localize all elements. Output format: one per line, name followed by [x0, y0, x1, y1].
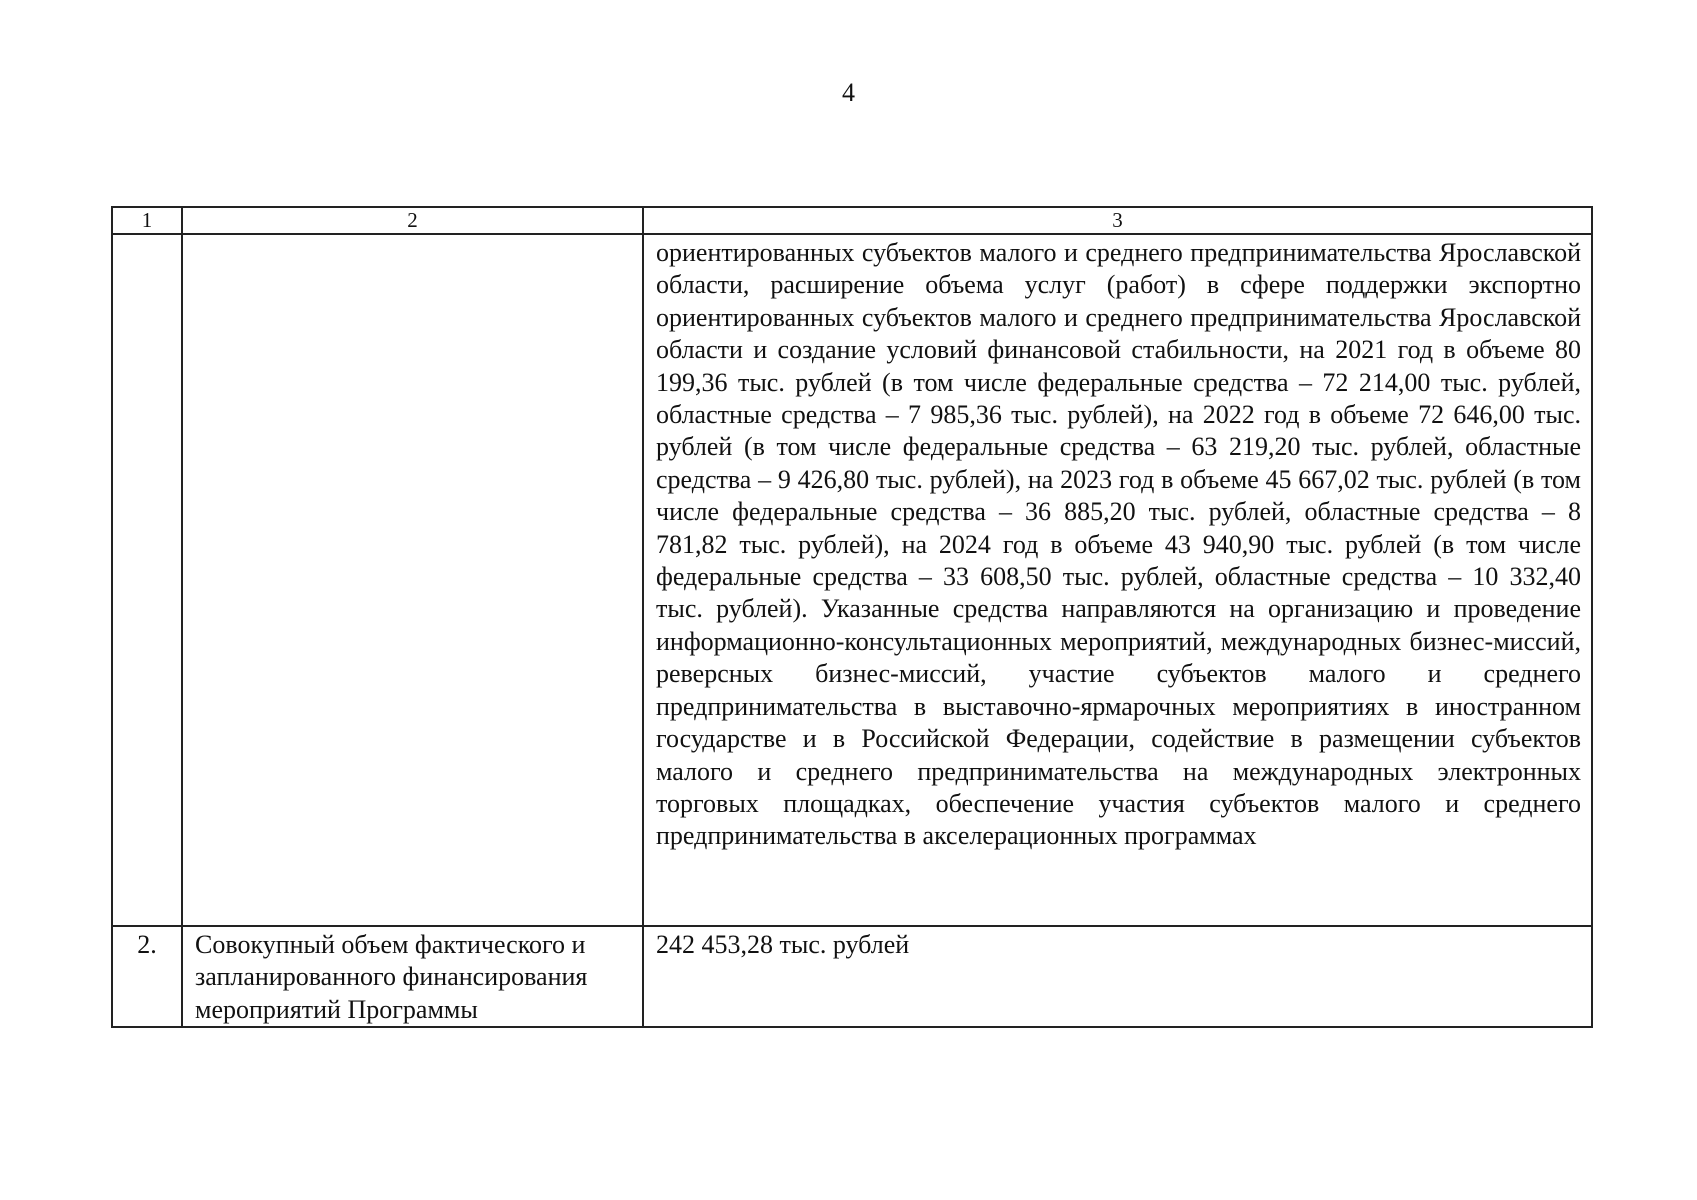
row-name-cell	[182, 234, 643, 926]
row-number-cell	[112, 234, 182, 926]
page-number	[0, 78, 1697, 108]
content-table	[111, 206, 1593, 1028]
table-row	[112, 926, 1592, 1027]
table-row	[112, 234, 1592, 926]
header-cell-1: 1	[112, 207, 182, 234]
row-value-cell: 242 453,28 тыс. рублей	[643, 926, 1592, 1027]
table-header-row	[112, 207, 1592, 234]
row-number-cell: 2.	[112, 926, 182, 1027]
header-cell-2: 2	[182, 207, 643, 234]
header-cell-3: 3	[643, 207, 1592, 234]
row-value-cell: ориентированных субъектов малого и среднего предпринимательства Ярославской области, расширение объема услуг (работ) в сфере поддержки экспортно ориентированных субъектов малого и среднего предпринимательства Ярославской области и создание условий финансовой стабильности, на 2021 год в объеме 80 199,36 тыс. рублей (в том числе федеральные средства – 72 214,00 тыс. рублей, областные средства – 7 985,36 тыс. рублей), на 2022 год в объеме 72 646,00 тыс. рублей (в том числе федеральные средства – 63 219,20 тыс. рублей, областные средства – 9 426,80 тыс. рублей), на 2023 год в объеме 45 667,02 тыс. рублей (в том числе федеральные средства – 36 885,20 тыс. рублей, областные средства – 8 781,82 тыс. рублей), на 2024 год в объеме 43 940,90 тыс. рублей (в том числе федеральные средства – 33 608,50 тыс. рублей, областные средства – 10 332,40 тыс. рублей). Указанные средства направляются на организацию и проведение информационно-консультационных мероприятий, международных бизнес-миссий, реверсных бизнес-миссий, участие субъектов малого и среднего предпринимательства в выставочно-ярмарочных мероприятиях в иностранном государстве и в Российской Федерации, содействие в размещении субъектов малого и среднего предпринимательства на международных электронных торговых площадках, обеспечение участия субъектов малого и среднего предпринимательства в акселерационных программах	[643, 234, 1592, 926]
row-name-cell: Совокупный объем фактического и запланированного финансирования мероприятий Программы	[182, 926, 643, 1027]
page-number-text: 4	[842, 78, 855, 107]
